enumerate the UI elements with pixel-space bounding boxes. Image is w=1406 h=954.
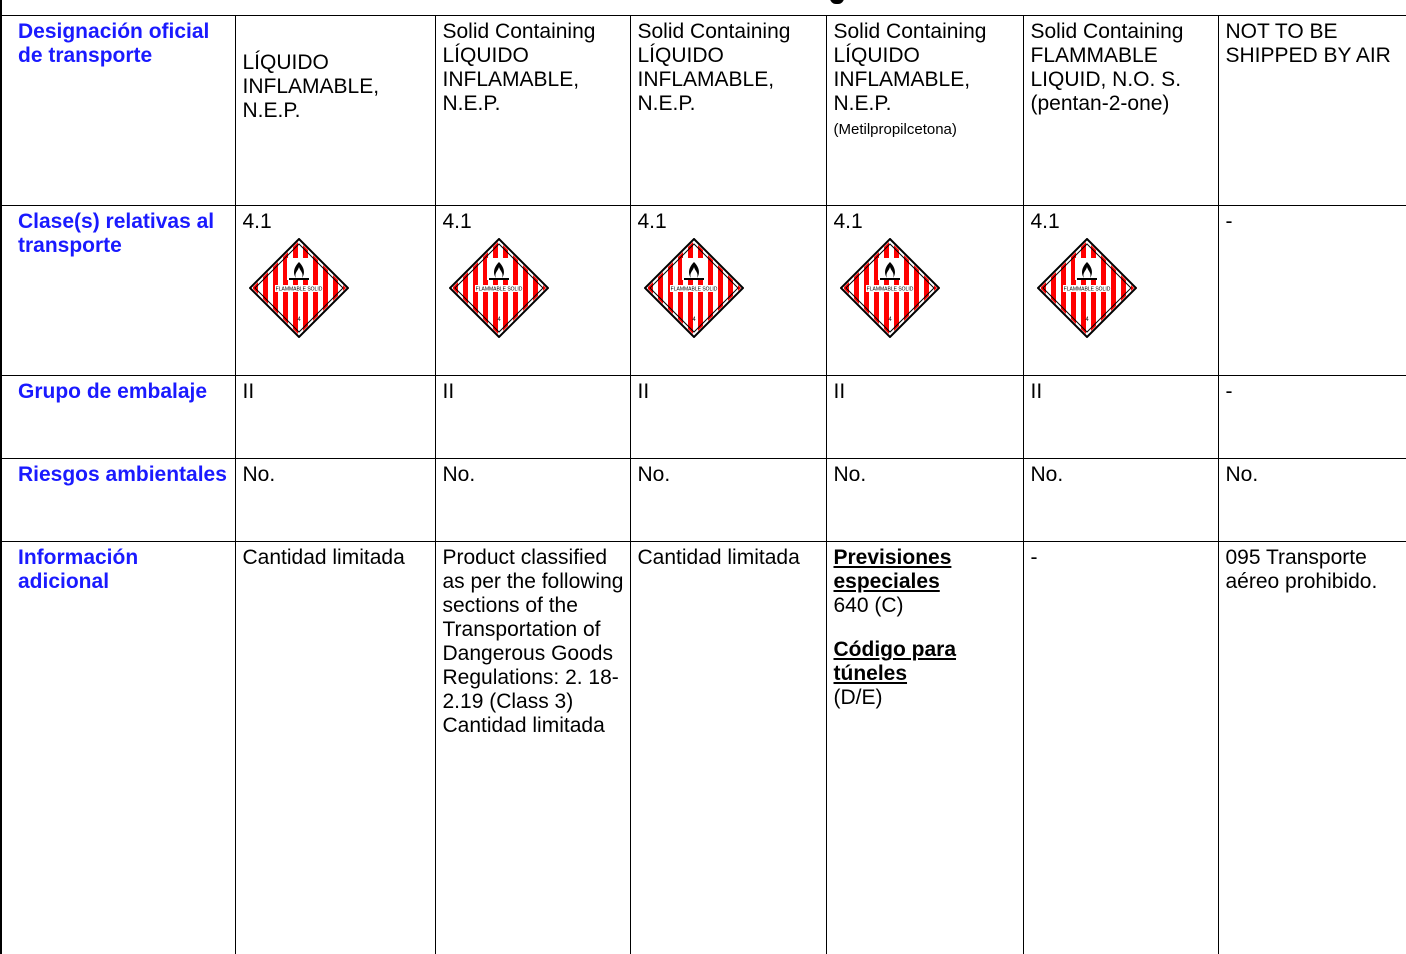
designation-note: (Metilpropilcetona) — [833, 121, 957, 138]
flammable-solid-placard-icon — [834, 238, 1017, 338]
environment-cell: No. — [235, 459, 435, 542]
placard-text: FLAMMABLE SOLID — [275, 286, 322, 293]
row-header-packing: Grupo de embalaje — [1, 376, 235, 459]
special-provisions-block — [834, 546, 1017, 618]
table-row-class — [1, 206, 1406, 376]
designation-cell: NOT TO BE SHIPPED BY AIR — [1218, 16, 1406, 206]
additional-cell: 095 Transporte aéreo prohibido. — [1218, 542, 1406, 954]
transport-info-table — [0, 15, 1406, 954]
environment-cell: No. — [435, 459, 630, 542]
special-provisions-heading: Previsiones especiales — [833, 546, 952, 593]
placard-text: FLAMMABLE SOLID — [670, 286, 717, 293]
designation-cell: Solid Containing FLAMMABLE LIQUID, N.O. S. (pentan-2-one) — [1023, 16, 1218, 206]
row-header-class: Clase(s) relativas al transporte — [1, 206, 235, 376]
row-header-additional: Información adicional — [1, 542, 235, 954]
class-cell — [235, 206, 435, 376]
environment-cell: No. — [630, 459, 826, 542]
page-frame-top — [0, 0, 1406, 16]
flammable-solid-placard-icon — [443, 238, 624, 338]
additional-cell: Product classified as per the following sections of the Transportation of Dangerous Goods Regulations: 2. 18-2.19 (Class 3) Cantidad limitada — [435, 542, 630, 954]
class-value: 4.1 — [242, 210, 272, 233]
packing-cell: II — [235, 376, 435, 459]
flammable-solid-placard-icon — [243, 238, 429, 338]
class-value: 4.1 — [833, 210, 863, 233]
tunnel-code-block — [834, 638, 1017, 710]
environment-cell: No. — [826, 459, 1023, 542]
class-cell — [1023, 206, 1218, 376]
additional-cell — [826, 542, 1023, 954]
packing-cell: II — [826, 376, 1023, 459]
tunnel-code-heading: Código para túneles — [833, 638, 957, 685]
placard-text: FLAMMABLE SOLID — [1063, 286, 1110, 293]
class-value: - — [1225, 210, 1233, 233]
packing-cell: II — [1023, 376, 1218, 459]
class-value: 4.1 — [442, 210, 472, 233]
table-row-designation — [1, 16, 1406, 206]
placard-text: FLAMMABLE SOLID — [866, 286, 913, 293]
placard-number: 4 — [496, 317, 501, 323]
designation-cell — [826, 16, 1023, 206]
additional-cell: - — [1023, 542, 1218, 954]
tunnel-code-value: (D/E) — [833, 686, 883, 709]
special-provisions-value: 640 (C) — [833, 594, 904, 617]
cropped-heading-glyph — [830, 0, 844, 4]
class-cell — [630, 206, 826, 376]
flammable-solid-placard-icon — [1031, 238, 1212, 338]
environment-cell: No. — [1218, 459, 1406, 542]
designation-cell: Solid Containing LÍQUIDO INFLAMABLE, N.E.P. — [435, 16, 630, 206]
packing-cell: - — [1218, 376, 1406, 459]
placard-text: FLAMMABLE SOLID — [475, 286, 522, 293]
flammable-solid-placard-icon — [638, 238, 820, 338]
designation-cell: LÍQUIDO INFLAMABLE, N.E.P. — [235, 16, 435, 206]
placard-number: 4 — [296, 317, 301, 323]
placard-number: 4 — [691, 317, 696, 323]
table-row-environment — [1, 459, 1406, 542]
placard-number: 4 — [887, 317, 892, 323]
class-cell — [826, 206, 1023, 376]
additional-cell: Cantidad limitada — [235, 542, 435, 954]
packing-cell: II — [435, 376, 630, 459]
table-row-additional — [1, 542, 1406, 954]
table-row-packing — [1, 376, 1406, 459]
packing-cell: II — [630, 376, 826, 459]
class-cell — [435, 206, 630, 376]
additional-cell: Cantidad limitada — [630, 542, 826, 954]
class-cell — [1218, 206, 1406, 376]
environment-cell: No. — [1023, 459, 1218, 542]
placard-number: 4 — [1084, 317, 1089, 323]
class-value: 4.1 — [1030, 210, 1060, 233]
row-header-designation: Designación oficial de transporte — [1, 16, 235, 206]
row-header-environment: Riesgos ambientales — [1, 459, 235, 542]
class-value: 4.1 — [637, 210, 667, 233]
designation-cell: Solid Containing LÍQUIDO INFLAMABLE, N.E.P. — [630, 16, 826, 206]
designation-text: Solid Containing LÍQUIDO INFLAMABLE, N.E.P. — [833, 20, 987, 115]
